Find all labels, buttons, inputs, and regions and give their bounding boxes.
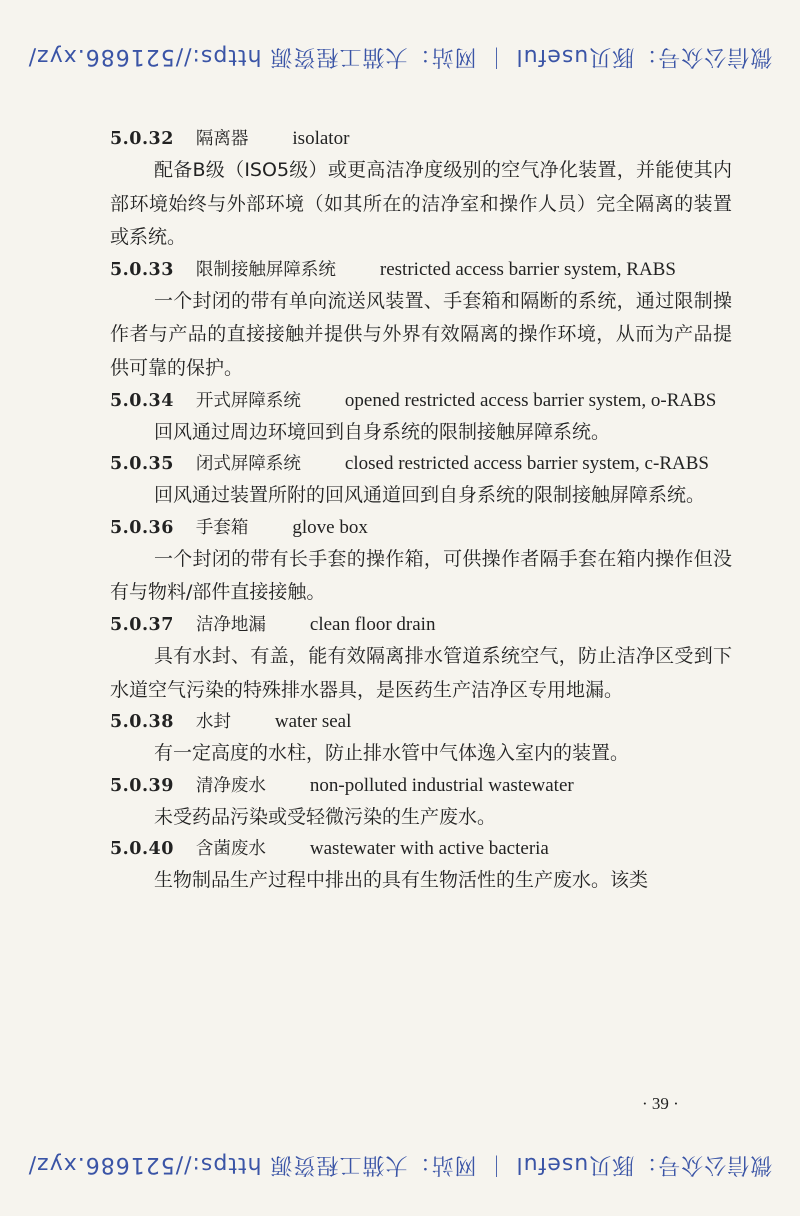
term-chinese: 开式屏障系统 xyxy=(195,390,301,411)
term-entry-5-0-37 xyxy=(110,610,732,707)
term-definition: 配备B级（ISO5级）或更高洁净度级别的空气净化装置，并能使其内部环境始终与外部环境（如其所在的洁净室和操作人员）完全隔离的装置或系统。 xyxy=(110,159,732,249)
term-chinese: 水封 xyxy=(195,712,231,733)
term-entry-5-0-39 xyxy=(110,771,732,835)
term-english: water seal xyxy=(274,711,352,733)
term-number: 5.0.38 xyxy=(110,712,174,733)
term-english: opened restricted access barrier system, o-RABS xyxy=(344,389,717,411)
term-number: 5.0.32 xyxy=(110,129,174,149)
term-definition: 回风通过周边环境回到自身系统的限制接触屏障系统。 xyxy=(154,420,611,443)
term-definition: 回风通过装置所附的回风通道回到自身系统的限制接触屏障系统。 xyxy=(154,484,706,507)
term-definition: 一个封闭的带有单向流送风装置、手套箱和隔断的系统，通过限制操作者与产品的直接接触并提供与外界有效隔离的操作环境，从而为产品提供可靠的保护。 xyxy=(110,289,732,379)
term-english: glove box xyxy=(292,516,368,538)
term-english: restricted access barrier system, RABS xyxy=(379,258,676,280)
term-english: closed restricted access barrier system, c-RABS xyxy=(344,453,709,475)
term-chinese: 洁净地漏 xyxy=(195,614,266,635)
term-number: 5.0.33 xyxy=(110,259,174,280)
watermark-top: 微信公众号：豚贝useful ｜ 网站：大猫工程资源 https://521686.xyz/ xyxy=(27,44,773,70)
term-number: 5.0.34 xyxy=(110,390,174,411)
term-entry-5-0-35 xyxy=(110,449,732,513)
page-number: · 39 · xyxy=(642,1094,679,1113)
term-english: isolator xyxy=(292,128,350,149)
term-chinese: 手套箱 xyxy=(195,517,249,538)
term-definition: 未受药品污染或受轻微污染的生产废水。 xyxy=(154,805,497,828)
term-entry-5-0-34 xyxy=(110,386,732,450)
term-chinese: 清净废水 xyxy=(195,775,266,796)
term-definition: 一个封闭的带有长手套的操作箱，可供操作者隔手套在箱内操作但没有与物料/部件直接接触。 xyxy=(110,547,732,604)
term-entry-5-0-32 xyxy=(110,124,732,255)
term-number: 5.0.35 xyxy=(110,454,174,475)
term-number: 5.0.39 xyxy=(110,775,174,796)
term-entry-5-0-38 xyxy=(110,707,732,771)
term-chinese: 限制接触屏障系统 xyxy=(195,259,336,280)
term-definition: 具有水封、有盖，能有效隔离排水管道系统空气，防止洁净区受到下水道空气污染的特殊排水器具，是医药生产洁净区专用地漏。 xyxy=(110,644,732,701)
watermark-bottom: 微信公众号：豚贝useful ｜ 网站：大猫工程资源 https://521686.xyz/ xyxy=(27,1152,773,1178)
document-body xyxy=(110,124,732,898)
term-chinese: 含菌废水 xyxy=(195,839,266,860)
term-definition: 有一定高度的水柱，防止排水管中气体逸入室内的装置。 xyxy=(154,742,630,765)
term-english: wastewater with active bacteria xyxy=(309,838,549,860)
term-chinese: 闭式屏障系统 xyxy=(195,454,301,475)
term-number: 5.0.40 xyxy=(110,839,174,860)
term-definition: 生物制品生产过程中排出的具有生物活性的生产废水。该类 xyxy=(154,869,649,892)
term-chinese: 隔离器 xyxy=(195,129,249,149)
term-entry-5-0-40 xyxy=(110,834,732,898)
term-number: 5.0.37 xyxy=(110,614,174,635)
term-english: non-polluted industrial wastewater xyxy=(309,774,574,796)
term-entry-5-0-33 xyxy=(110,255,732,386)
term-english: clean floor drain xyxy=(309,613,436,635)
term-entry-5-0-36 xyxy=(110,513,732,610)
term-number: 5.0.36 xyxy=(110,517,174,538)
